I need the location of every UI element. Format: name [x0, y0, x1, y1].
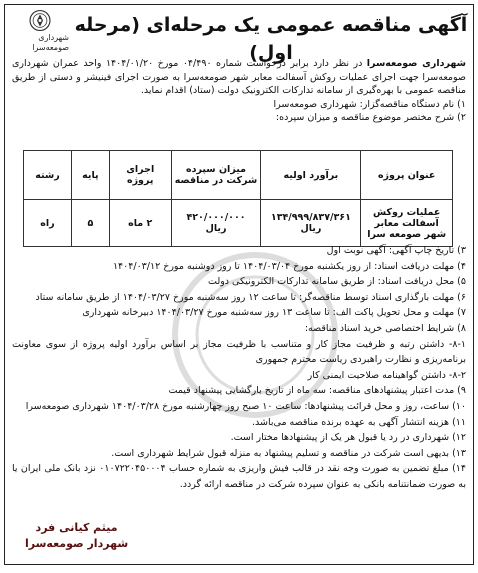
list-item: ۲) شرح مختصر موضوع مناقصه و میزان سپرده:: [275, 112, 466, 123]
header-project-title: عنوان پروژه: [361, 151, 453, 200]
list-item: ۵) محل دریافت اسناد: از طریق سامانه تدارکات الکترونیکی دولت: [207, 276, 466, 288]
cell-deposit: ۴۲۰/۰۰۰/۰۰۰ ریال: [171, 200, 261, 247]
header-field: رشته: [24, 151, 72, 200]
table-row: [24, 200, 453, 247]
header-estimate: برآورد اولیه: [261, 151, 361, 200]
cell-field: راه: [24, 200, 72, 247]
list-item: ۱۰) ساعت، روز و محل قرائت پیشنهادها: ساعت ۱۰ صبح روز چهارشنبه مورخ ۱۴۰۴/۰۳/۲۸ شهرداری صومعه‌سرا: [25, 400, 466, 412]
header-deposit: میزان سپرده شرکت در مناقصه: [171, 151, 261, 200]
table-header-row: [24, 151, 453, 200]
list-item: ۳) تاریخ چاپ آگهی: آگهی نوبت اول: [326, 245, 466, 256]
signatory-name: میثم کیانی فرد: [35, 521, 118, 534]
list-item: ۱) نام دستگاه مناقصه‌گزار: شهرداری صومعه‌سرا: [273, 98, 466, 110]
cell-duration: ۲ ماه: [109, 200, 171, 247]
signature-block: [25, 520, 128, 552]
municipality-emblem-icon: [25, 9, 55, 32]
list-item: ۷) مهلت و محل تحویل پاکت الف: تا ساعت ۱۳ روز سه‌شنبه مورخ ۱۴۰۴/۰۳/۲۷ دبیرخانه شهرداری: [82, 307, 466, 319]
list-item: ۱۴) مبلغ تضمین به صورت وجه نقد در قالب فیش واریزی به شماره حساب ۰۱۰۷۲۲۰۴۵۰۰۰۴ نزد بانک ملی ایران یا به صورت ضمانتنامه بانکی به عنوان سپرده شرکت در مناقصه ارائه گردد.: [12, 463, 467, 490]
cell-estimate: ۱۳۴/۹۹۹/۸۳۷/۳۶۱ ریال: [261, 200, 361, 247]
intro-list: [12, 98, 466, 125]
signatory-role: شهردار صومعه‌سرا: [25, 537, 129, 550]
list-item: ۴) مهلت دریافت اسناد: از روز یکشنبه مورخ ۱۴۰۴/۰۳/۰۴ تا روز دوشنبه مورخ ۱۴۰۴/۰۳/۱۲: [112, 260, 466, 272]
cell-project-title: عملیات روکش آسفالت معابر شهر صومعه سرا: [361, 200, 453, 247]
list-item: ۸-۱- داشتن رتبه و ظرفیت مجاز کار و متناسب با ظرفیت مجاز بر اساس برآورد اولیه پروژه از سوی معاونت برنامه‌ریزی و نظارت راهبردی ریاست محترم جمهوری: [12, 338, 466, 366]
list-item: ۱۱) هزینه انتشار آگهی به عهده برنده مناقصه می‌باشد.: [252, 416, 466, 428]
list-item: ۶) مهلت بارگذاری اسناد توسط مناقصه‌گر: تا ساعت ۱۲ روز سه‌شنبه مورخ ۱۴۰۴/۰۳/۲۷ از طریق سامانه ستاد: [35, 291, 466, 303]
page-title: آگهی مناقصه عمومی یک مرحله‌ای (مرحله اول): [74, 14, 468, 64]
intro-paragraph: [12, 57, 466, 125]
header-grade: پایه: [71, 151, 109, 200]
municipality-logo: [11, 9, 69, 53]
list-item: ۸-۲- داشتن گواهینامه صلاحیت ایمنی کار: [307, 369, 466, 381]
intro-bold-start: شهرداری صومعه‌سرا: [366, 58, 467, 69]
list-item: ۱۲) شهرداری در رد یا قبول هر یک از پیشنهادها مختار است.: [230, 432, 466, 444]
cell-grade: ۵: [71, 200, 109, 247]
header-duration: اجرای پروژه: [109, 151, 171, 200]
logo-text: شهرداری صومعه‌سرا: [32, 33, 69, 52]
list-item: ۸) شرایط اختصاصی خرید اسناد مناقصه:: [304, 322, 466, 334]
tender-notice: [4, 4, 474, 565]
intro-text: در نظر دارد برابر درخواست شماره ۰۴/۴۹۰ مورخ ۱۴۰۴/۰۱/۲۰ واحد عمران شهرداری صومعه‌سرا جهت اجرای عملیات روکش آسفالت معابر شهر صومعه‌سرا به صورت اجرای فینیشر و دستی از طریق مناقصه عمومی با بهره‌گیری از سامانه تدارکات الکترونیک دولت (ستاد) اقدام نماید.: [12, 58, 466, 96]
tender-table: [23, 150, 453, 247]
list-item: ۱۳) بدیهی است شرکت در مناقصه و تسلیم پیشنهاد به منزله قبول شرایط شهرداری است.: [111, 447, 466, 459]
list-item: ۹) مدت اعتبار پیشنهادهای مناقصه: سه ماه از تاریخ بارگشایی پیشنهاد قیمت: [168, 385, 466, 397]
conditions-list: [12, 243, 466, 493]
